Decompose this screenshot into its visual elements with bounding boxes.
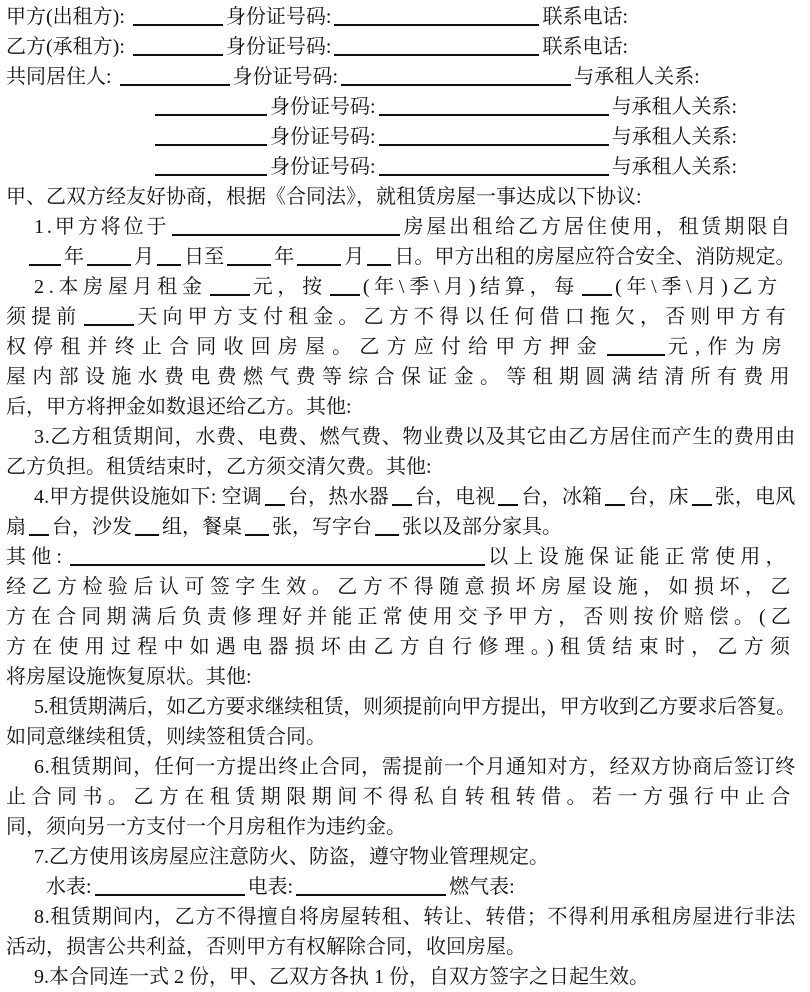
blank-field [605, 504, 625, 506]
doc-line [6, 62, 796, 92]
text-run: 5.租赁期满后，如乙方要求继续租赁，则须提前向甲方提出，甲方收到乙方要求后答复。 [34, 696, 796, 718]
text-run: 台，床 [628, 486, 689, 508]
text-run: 止合同书。乙方在租赁期限期间不得私自转租转借。若一方强行中止合 [6, 786, 796, 808]
blank-field [133, 24, 223, 26]
blank-field [95, 894, 245, 896]
blank-field [210, 294, 250, 296]
blank-field [498, 504, 518, 506]
blank-field [265, 504, 285, 506]
blank-field [87, 264, 131, 266]
text-run: 与承租人关系: [611, 156, 738, 178]
text-run: 元，按 [252, 276, 327, 298]
doc-line [6, 242, 796, 272]
text-run: 经乙方检验后认可签字生效。乙方不得随意损坏房屋设施，如损坏，乙 [6, 576, 796, 598]
doc-line [6, 902, 796, 932]
doc-line [6, 872, 796, 902]
blank-field [70, 564, 485, 566]
text-run: 台，冰箱 [521, 486, 603, 508]
blank-field [155, 114, 267, 116]
doc-line [6, 842, 796, 872]
text-run: 电表: [247, 876, 294, 898]
doc-line [6, 692, 796, 722]
text-run: 天向甲方支付租金。乙方不得以任何借口拖欠，否则甲方有 [137, 306, 791, 328]
text-run: 同，须向另一方支付一个月房租作为违约金。 [6, 816, 406, 838]
text-run: 月 [134, 246, 155, 268]
text-run: 与承租人关系: [611, 96, 738, 118]
doc-line [6, 452, 796, 482]
text-run: 乙方(承租方): [6, 36, 130, 58]
blank-field [334, 24, 539, 26]
text-run: 房屋出租给乙方居住使用，租赁期限自 [403, 216, 794, 238]
text-run: 以上设施保证能正常使用， [488, 546, 791, 568]
blank-field [172, 234, 400, 236]
text-run: 年 [274, 246, 295, 268]
blank-field [245, 534, 269, 536]
blank-field [379, 174, 609, 176]
text-run: 8.租赁期间内，乙方不得擅自将房屋转租、转让、转借；不得利用承租房屋进行非法 [34, 906, 796, 928]
doc-line [6, 602, 796, 632]
text-run: (年\季\月)乙方 [615, 276, 782, 298]
text-run: 方在使用过程中如遇电器损坏由乙方自行修理。)租赁结束时，乙方须 [6, 636, 797, 658]
text-run: 与承租人关系: [574, 66, 700, 88]
blank-field [341, 84, 571, 86]
text-run: 与承租人关系: [611, 126, 738, 148]
text-run: 9.本合同连一式 2 份，甲、乙双方各执 1 份，自双方签字之日起生效。 [34, 966, 649, 988]
doc-line [6, 932, 796, 962]
blank-field [330, 294, 360, 296]
text-run: 年 [64, 246, 85, 268]
text-run: 组，餐桌 [162, 516, 242, 538]
doc-line [6, 752, 796, 782]
doc-line [6, 722, 796, 752]
text-run: 其他: [6, 546, 68, 568]
text-run: 张，电风 [714, 486, 796, 508]
text-run: 6.租赁期间，任何一方提出终止合同，需提前一个月通知对方，经双方协商后签订终 [34, 756, 796, 778]
text-run: 活动，损害公共利益，否则甲方有权解除合同，收回房屋。 [6, 936, 526, 958]
text-run: 身份证号码: [232, 66, 339, 88]
blank-field [379, 114, 609, 116]
doc-line [6, 212, 796, 242]
doc-line [6, 632, 796, 662]
blank-field [375, 534, 399, 536]
text-run: 乙方负担。租赁结束时，乙方须交清欠费。其他: [6, 456, 432, 478]
text-run: 甲方(出租方): [6, 6, 130, 28]
text-run: 日至 [184, 246, 225, 268]
doc-line [6, 32, 796, 62]
text-run: 权停租并终止合同收回房屋。乙方应付给甲方押金 [6, 336, 604, 358]
doc-line [6, 152, 796, 182]
blank-field [297, 264, 341, 266]
doc-line [6, 482, 796, 512]
blank-field [84, 324, 134, 326]
doc-line [6, 512, 796, 542]
blank-field [135, 534, 159, 536]
text-run: 共同居住人: [6, 66, 117, 88]
text-run: 4.甲方提供设施如下: 空调 [34, 486, 262, 508]
text-run: 身份证号码: [225, 36, 332, 58]
blank-field [120, 84, 230, 86]
doc-line [6, 2, 796, 32]
doc-line [6, 812, 796, 842]
blank-field [29, 534, 49, 536]
blank-field [367, 264, 391, 266]
text-run: 元,作为房 [667, 336, 789, 358]
doc-line [6, 782, 796, 812]
text-run: 屋内部设施水费电费燃气费等综合保证金。等租期圆满结清所有费用 [6, 366, 796, 388]
doc-line [6, 332, 796, 362]
text-run: 张，写字台 [272, 516, 372, 538]
text-run: 后，甲方将押金如数退还给乙方。其他: [6, 396, 352, 418]
text-run: 身份证号码: [270, 96, 376, 118]
doc-line [6, 182, 796, 212]
doc-line [6, 542, 796, 572]
doc-line [6, 572, 796, 602]
doc-line [6, 362, 796, 392]
doc-line [6, 92, 796, 122]
text-run: 张以及部分家具。 [402, 516, 562, 538]
text-run: 将房屋设施恢复原状。其他: [6, 666, 252, 688]
blank-field [379, 144, 609, 146]
text-run: 台，电视 [414, 486, 496, 508]
text-run: 身份证号码: [270, 156, 376, 178]
text-run: 7.乙方使用该房屋应注意防火、防盗，遵守物业管理规定。 [34, 846, 549, 868]
blank-field [334, 54, 539, 56]
doc-line [6, 302, 796, 332]
blank-field [133, 54, 223, 56]
blank-field [157, 264, 181, 266]
text-run: 扇 [6, 516, 26, 538]
text-run: 身份证号码: [270, 126, 376, 148]
text-run: 身份证号码: [225, 6, 332, 28]
doc-line [6, 662, 796, 692]
text-run: 如同意继续租赁，则续签租赁合同。 [6, 726, 326, 748]
blank-field [582, 294, 612, 296]
blank-field [155, 174, 267, 176]
text-run: 燃气表: [449, 876, 515, 898]
text-run: 台，热水器 [287, 486, 389, 508]
blank-field [692, 504, 712, 506]
text-run: 须提前 [6, 306, 82, 328]
blank-field [392, 504, 412, 506]
text-run: 联系电话: [542, 6, 629, 28]
text-run: 月 [344, 246, 365, 268]
text-run: 联系电话: [542, 36, 629, 58]
doc-line [6, 272, 796, 302]
blank-field [607, 354, 665, 356]
text-run: 方在合同期满后负责修理好并能正常使用交予甲方，否则按价赔偿。(乙 [6, 606, 796, 628]
blank-field [155, 144, 267, 146]
text-run: 甲、乙双方经友好协商，根据《合同法》，就租赁房屋一事达成以下协议: [6, 186, 642, 208]
text-run: 日。甲方出租的房屋应符合安全、消防规定。 [394, 246, 796, 268]
text-run: 2.本房屋月租金 [34, 276, 207, 298]
text-run: 水表: [46, 876, 92, 898]
text-run: (年\季\月)结算，每 [362, 276, 580, 298]
blank-field [227, 264, 271, 266]
text-run: 1.甲方将位于 [34, 216, 170, 238]
doc-line [6, 122, 796, 152]
blank-field [296, 894, 446, 896]
text-run: 3.乙方租赁期间，水费、电费、燃气费、物业费以及其它由乙方居住而产生的费用由 [34, 426, 796, 448]
doc-line [6, 392, 796, 422]
doc-line [6, 422, 796, 452]
text-run: 台，沙发 [52, 516, 132, 538]
blank-field [29, 264, 61, 266]
doc-line [6, 962, 796, 992]
